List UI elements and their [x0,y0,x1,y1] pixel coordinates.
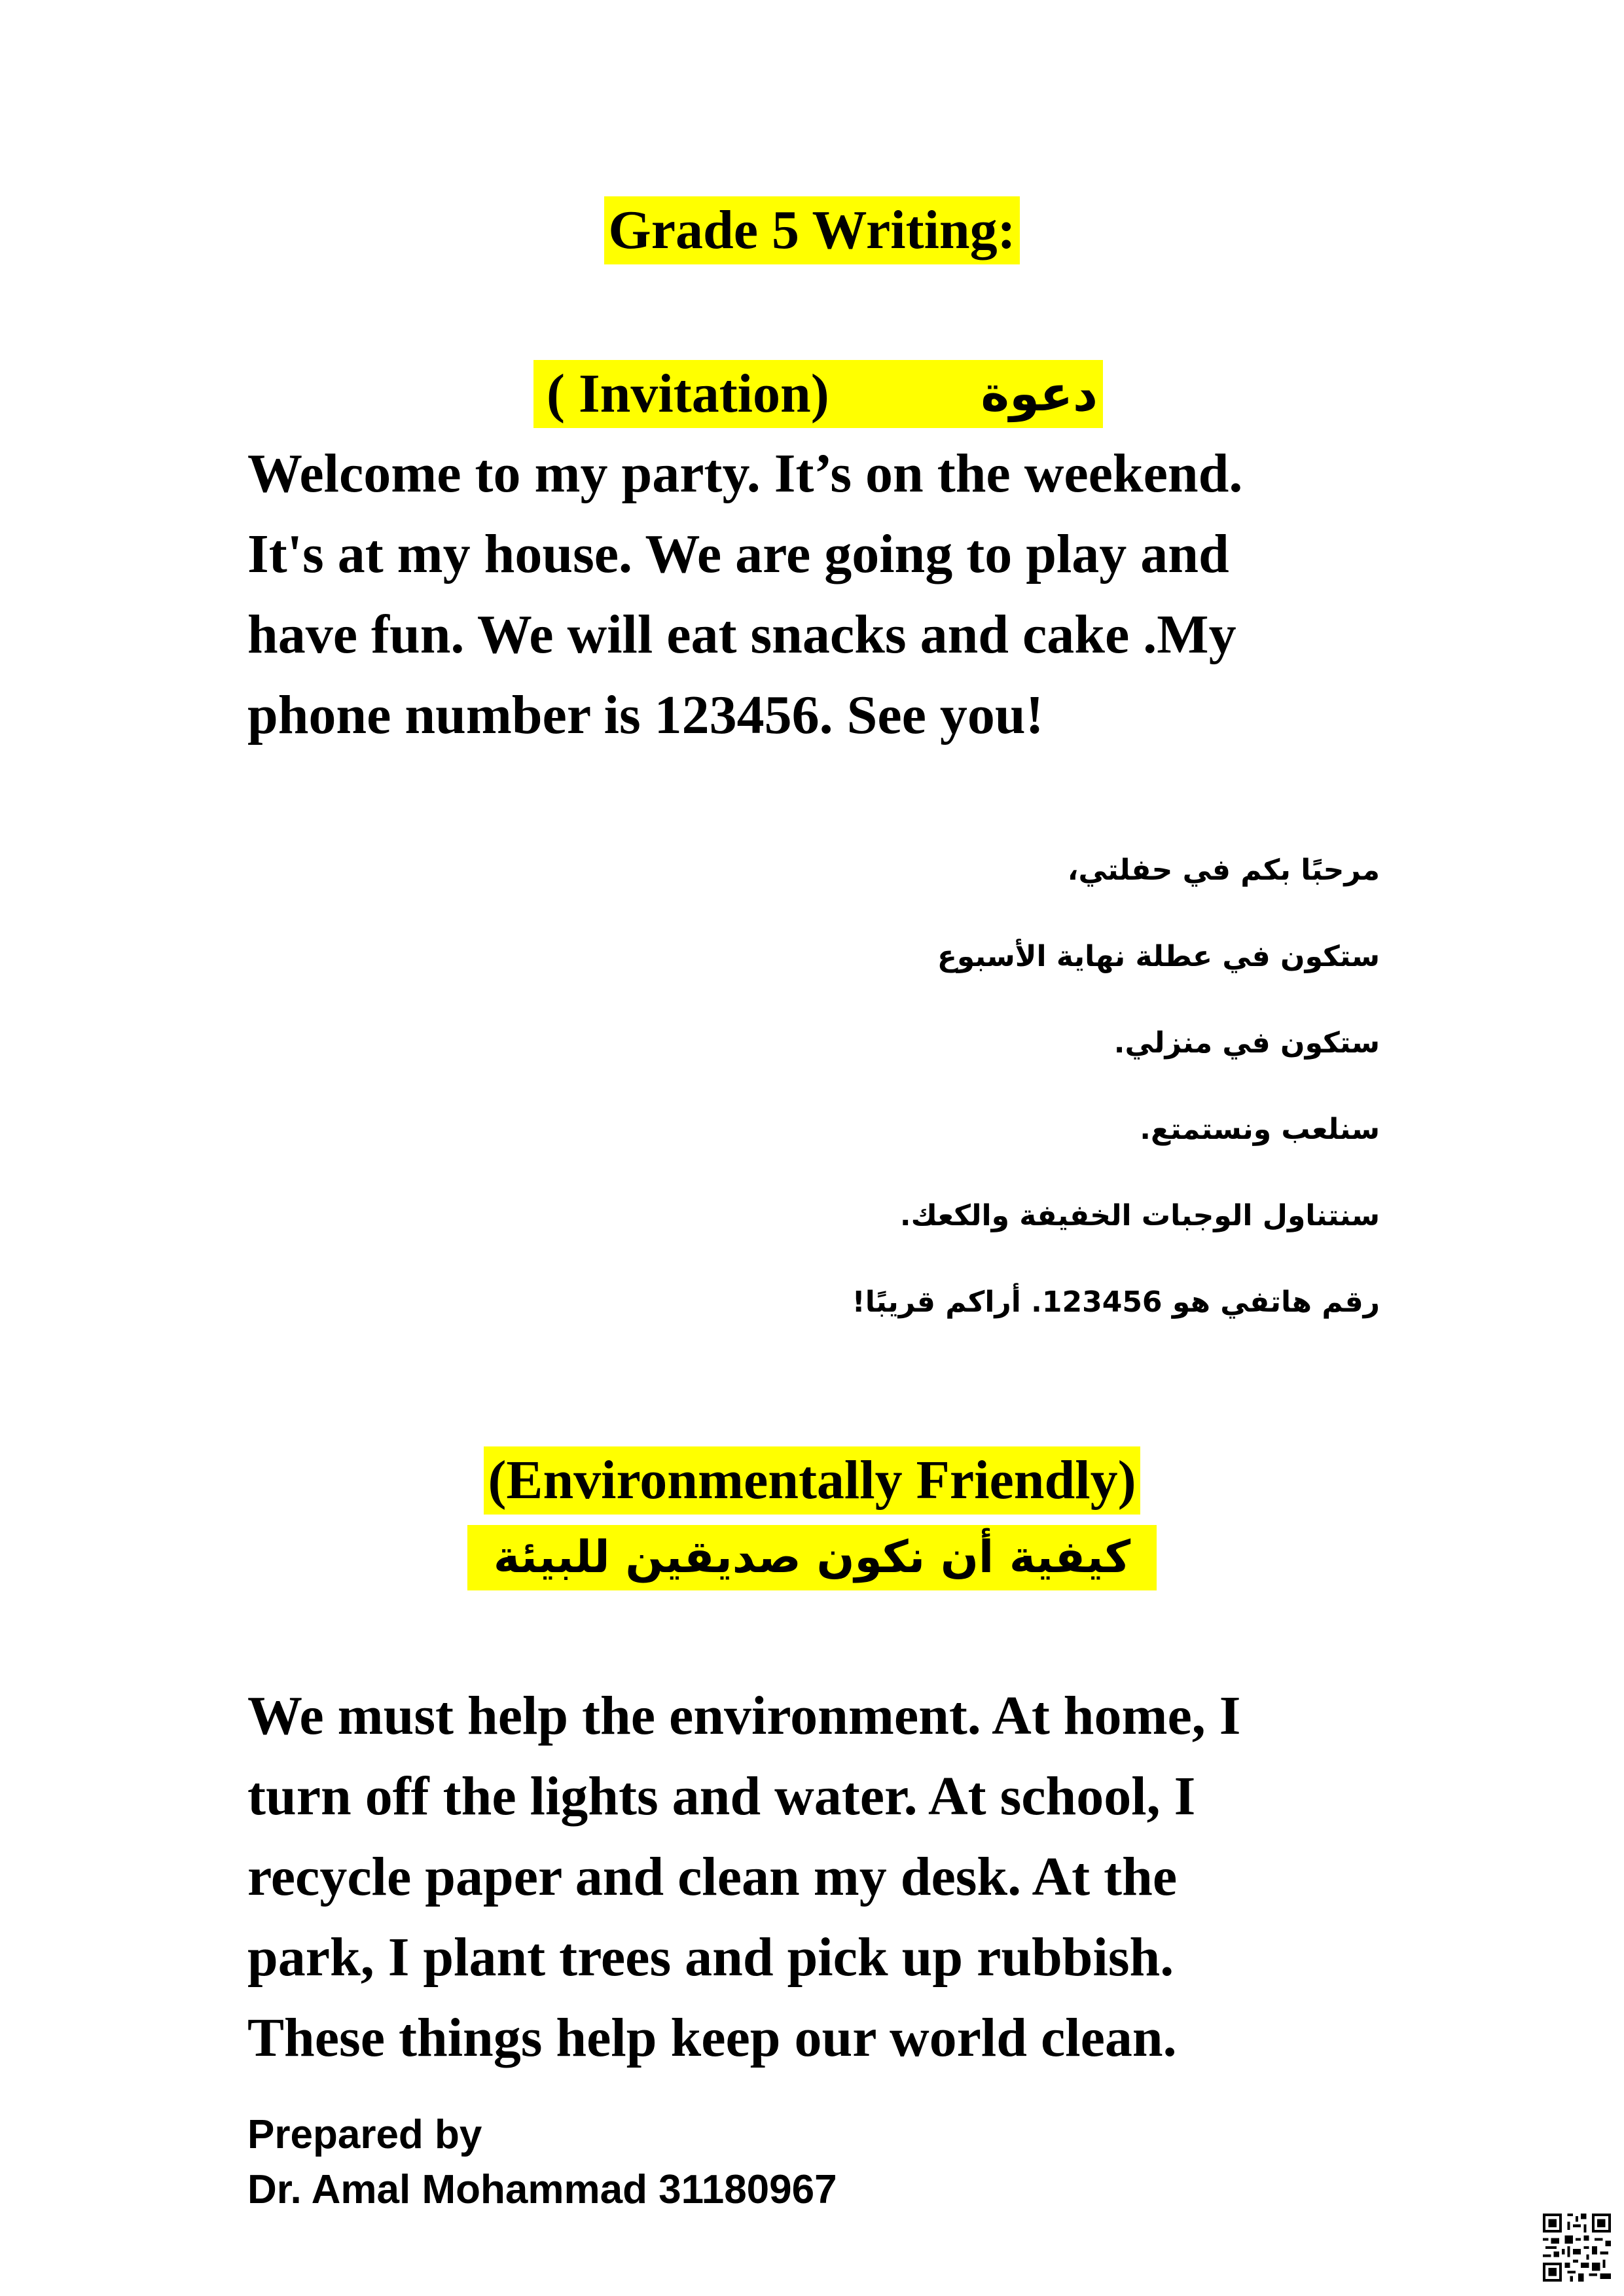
page-title: Grade 5 Writing: [604,196,1019,264]
arabic-line-4: سنلعب ونستمتع. [1140,1113,1380,1146]
environment-heading-en-row [0,1446,1624,1515]
invitation-heading [533,360,1103,428]
arabic-line-6: رقم هاتفي هو 123456. أراكم قريبًا! [852,1285,1380,1319]
arabic-line-2: ستكون في عطلة نهاية الأسبوع [937,940,1380,973]
prepared-by-label: Prepared by [247,2112,482,2157]
title-row [0,196,1624,264]
environment-heading-ar: كيفية أن نكون صديقين للبيئة [467,1525,1157,1590]
invitation-heading-ar: دعوة [981,366,1098,422]
environment-paragraph: We must help the environment. At home, I turn off the lights and water. At school, I recycle paper and clean my desk. At the park, I plant trees and pick up rubbish. These things help keep our world clean. [247,1685,1241,2068]
arabic-line-3: ستكون في منزلي. [1113,1026,1380,1060]
invitation-paragraph: Welcome to my party. It’s on the weekend. It's at my house. We are going to play and have fun. We will eat snacks and cake .My phone number is 123456. See you! [247,443,1243,745]
invitation-heading-en: ( Invitation) [547,363,829,424]
environment-heading-ar-row [0,1525,1624,1590]
arabic-line-1: مرحبًا بكم في حفلتي، [1067,853,1380,887]
author-line: Dr. Amal Mohammad 31180967 [247,2167,837,2212]
arabic-line-5: سنتناول الوجبات الخفيفة والكعك. [899,1199,1380,1232]
environment-heading-en: (Environmentally Friendly) [484,1446,1140,1515]
invitation-arabic-lines [594,844,1380,1363]
qr-code-icon [1543,2214,1611,2282]
